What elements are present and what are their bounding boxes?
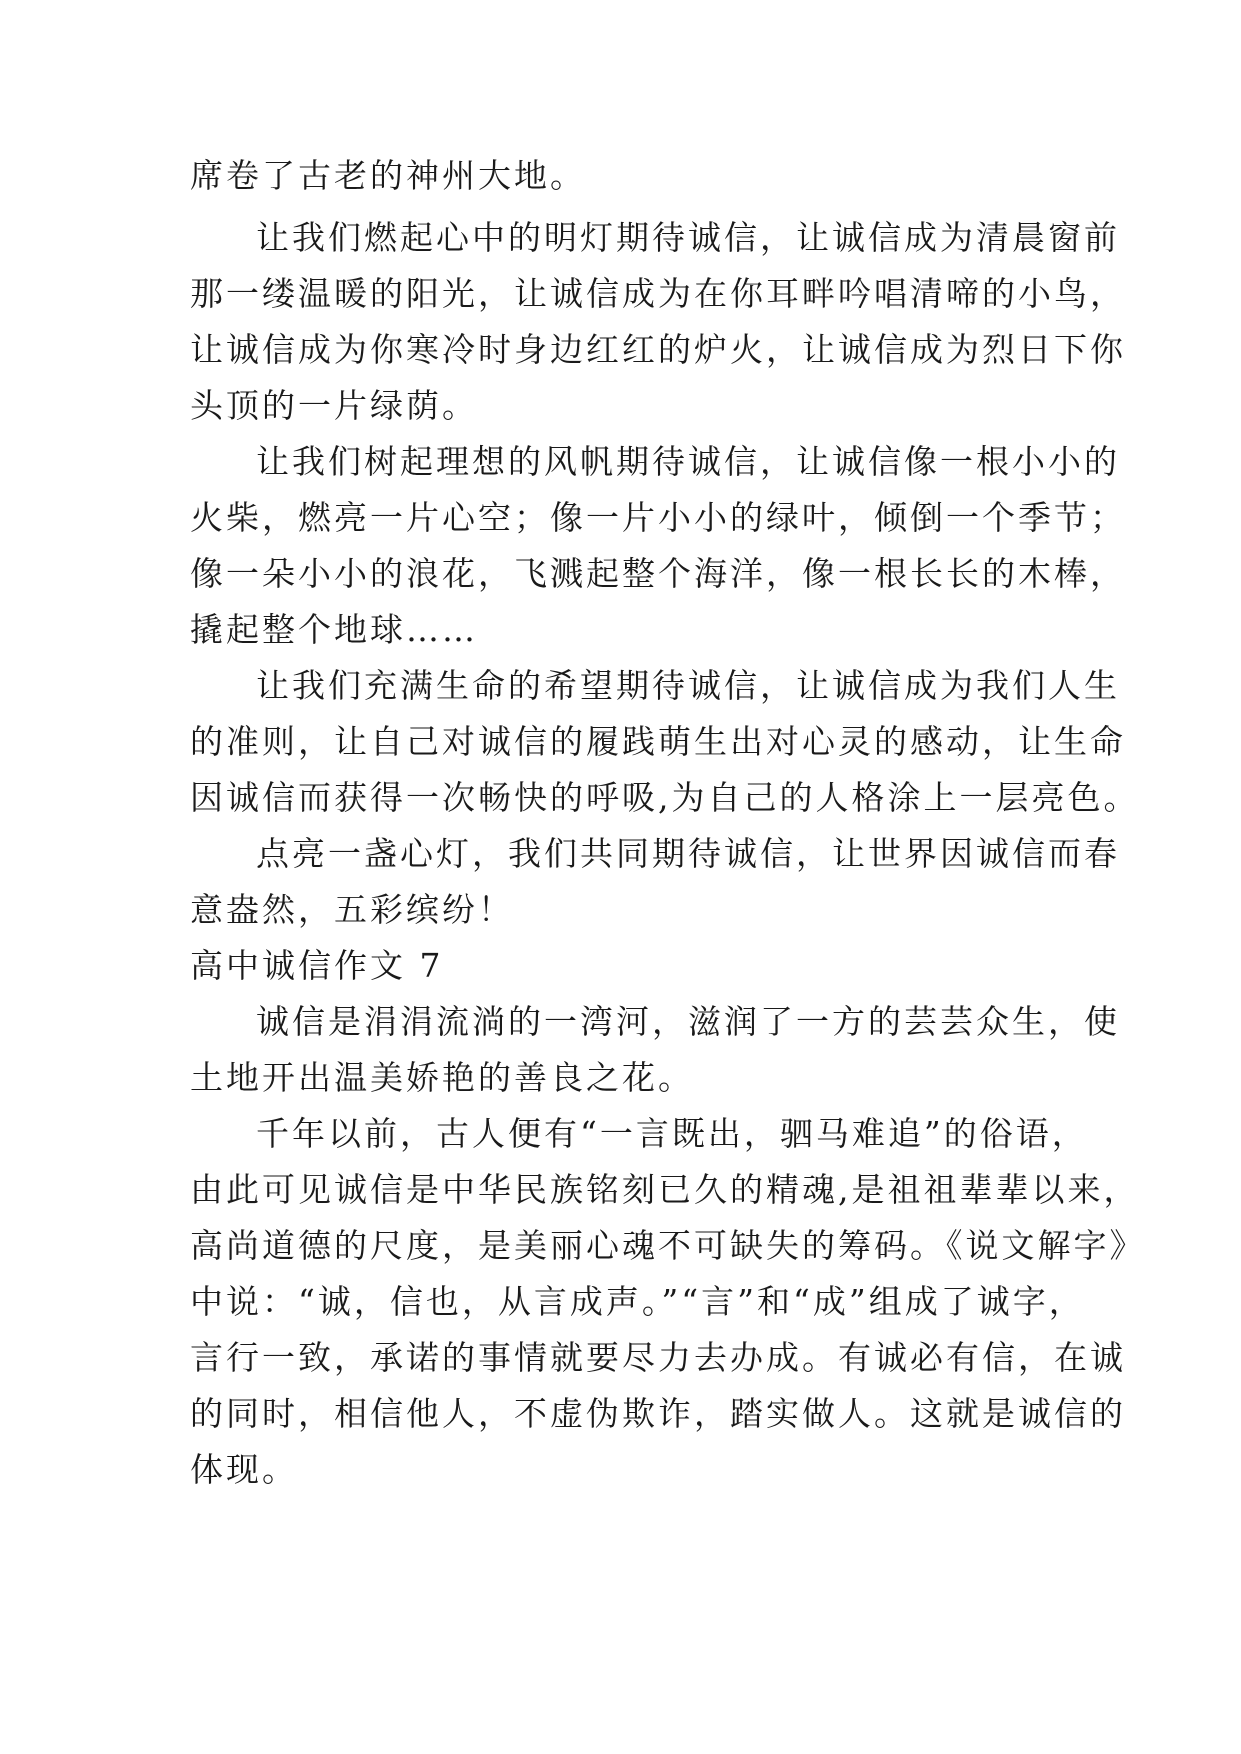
section-heading: 高中诚信作文 7 bbox=[190, 946, 444, 985]
text-line: 那一缕温暖的阳光，让诚信成为在你耳畔吟唱清啼的小鸟， bbox=[190, 274, 1126, 313]
paragraph-start-line: 让我们树起理想的风帆期待诚信，让诚信像一根小小的 bbox=[256, 442, 1120, 481]
paragraph-start-line: 点亮一盏心灯，我们共同期待诚信，让世界因诚信而春 bbox=[256, 834, 1120, 873]
text-line: 中说：“诚，信也，从言成声。”“言”和“成”组成了诚字， bbox=[190, 1282, 1085, 1321]
text-line: 头顶的一片绿荫。 bbox=[190, 386, 478, 425]
text-line: 火柴，燃亮一片心空；像一片小小的绿叶，倾倒一个季节； bbox=[190, 498, 1126, 537]
text-line: 高尚道德的尺度，是美丽心魂不可缺失的筹码。《说文解字》 bbox=[190, 1226, 1146, 1265]
text-line: 土地开出温美娇艳的善良之花。 bbox=[190, 1058, 694, 1097]
text-line: 言行一致，承诺的事情就要尽力去办成。有诚必有信，在诚 bbox=[190, 1338, 1126, 1377]
text-line: 让诚信成为你寒冷时身边红红的炉火，让诚信成为烈日下你 bbox=[190, 330, 1126, 369]
text-line: 撬起整个地球…… bbox=[190, 610, 478, 649]
text-line: 因诚信而获得一次畅快的呼吸,为自己的人格涂上一层亮色。 bbox=[190, 778, 1140, 817]
text-line: 的同时，相信他人，不虚伪欺诈，踏实做人。这就是诚信的 bbox=[190, 1394, 1126, 1433]
paragraph-start-line: 让我们燃起心中的明灯期待诚信，让诚信成为清晨窗前 bbox=[256, 218, 1120, 257]
text-line: 体现。 bbox=[190, 1450, 298, 1489]
text-line: 由此可见诚信是中华民族铭刻已久的精魂,是祖祖辈辈以来， bbox=[190, 1170, 1140, 1209]
text-line: 的准则，让自己对诚信的履践萌生出对心灵的感动，让生命 bbox=[190, 722, 1126, 761]
paragraph-start-line: 让我们充满生命的希望期待诚信，让诚信成为我们人生 bbox=[256, 666, 1120, 705]
text-line: 像一朵小小的浪花，飞溅起整个海洋，像一根长长的木棒， bbox=[190, 554, 1126, 593]
text-line: 意盎然，五彩缤纷！ bbox=[190, 890, 514, 929]
text-line: 席卷了古老的神州大地。 bbox=[190, 156, 586, 195]
paragraph-start-line: 千年以前，古人便有“一言既出，驷马难追”的俗语， bbox=[256, 1114, 1088, 1153]
paragraph-start-line: 诚信是涓涓流淌的一湾河，滋润了一方的芸芸众生，使 bbox=[256, 1002, 1120, 1041]
